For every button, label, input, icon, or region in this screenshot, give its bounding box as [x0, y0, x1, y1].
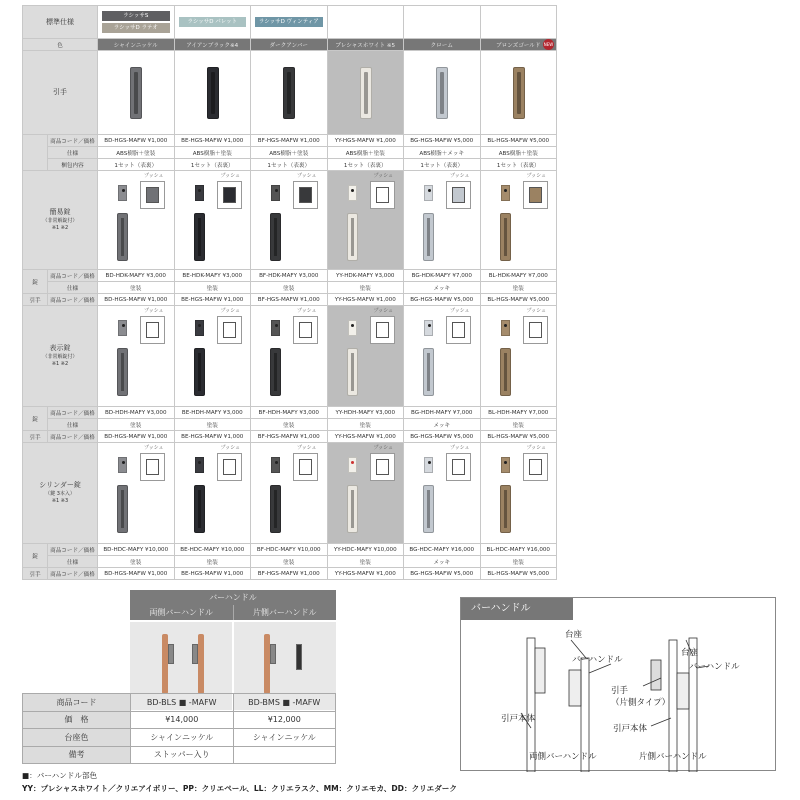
- spec-value: ABS樹脂＋塗装: [174, 147, 251, 159]
- push-button-image: [140, 453, 165, 481]
- spec-label: 標準仕様: [23, 6, 98, 39]
- code-price: BG-HGS-MAFW ¥5,000: [404, 568, 481, 580]
- spec-value: 塗装: [480, 419, 557, 431]
- code-price: BD-HGS-MAFW ¥1,000: [98, 431, 175, 443]
- pull-handle-image: [436, 67, 448, 119]
- lock-label: 錠: [23, 407, 48, 431]
- product-image-cell: [174, 306, 251, 407]
- push-label: プッシュ: [526, 173, 547, 179]
- push-button-image: [523, 453, 548, 481]
- spec-value: 塗装: [480, 556, 557, 568]
- push-button-image: [217, 181, 242, 209]
- color-name-text: プレシャスホワイト ※5: [335, 42, 396, 49]
- code-price: BL-HGS-MAFW ¥5,000: [480, 294, 557, 306]
- pull-handle-image: [130, 67, 142, 119]
- lock-plate-image: [195, 320, 204, 336]
- code-price: BE-HDH-MAFY ¥3,000: [174, 407, 251, 419]
- spec-value: 塗装: [327, 419, 404, 431]
- code-price: BE-HGS-MAFW ¥1,000: [174, 135, 251, 147]
- push-label: プッシュ: [144, 173, 164, 179]
- code-price: BF-HGS-MAFW ¥1,000: [251, 135, 328, 147]
- pull-handle-image: [194, 213, 205, 261]
- code-price: YY-HGS-MAFW ¥1,000: [327, 431, 404, 443]
- label-bar-1: バーハンドル: [572, 655, 623, 665]
- color-name: [327, 39, 404, 51]
- spec-value: 塗装: [98, 556, 175, 568]
- product-image-cell: [98, 171, 175, 270]
- push-label: プッシュ: [144, 445, 164, 451]
- pull-handle-image: [117, 485, 128, 533]
- push-button-image: [293, 316, 318, 344]
- spec-value: メッキ: [404, 556, 481, 568]
- color-name-text: ダークアンバー: [269, 42, 309, 49]
- pull-handle-image: [194, 485, 205, 533]
- code-price: BE-HGS-MAFW ¥1,000: [174, 431, 251, 443]
- code-price: BG-HDK-MAFY ¥7,000: [404, 270, 481, 282]
- code-price: BG-HGS-MAFW ¥5,000: [404, 431, 481, 443]
- code-price: BD-HGS-MAFW ¥1,000: [98, 294, 175, 306]
- section-sub: （鍵 3本入）: [45, 490, 75, 497]
- lock-plate-image: [271, 320, 280, 336]
- package-value: 1セット（表裏）: [480, 159, 557, 171]
- spec-value: 塗装: [251, 556, 328, 568]
- spec-value: ABS樹脂＋塗装: [327, 147, 404, 159]
- section-note: ※1 ※2: [51, 225, 69, 232]
- code-price: YY-HGS-MAFW ¥1,000: [327, 135, 404, 147]
- product-image-cell: [404, 171, 481, 270]
- notes: [22, 769, 457, 795]
- code-price: BL-HGS-MAFW ¥5,000: [480, 568, 557, 580]
- series-chip: ラシッサD パレット: [179, 17, 247, 27]
- series-chip: ラシッサS: [102, 11, 170, 21]
- push-button-image: [523, 181, 548, 209]
- color-name: [404, 39, 481, 51]
- product-image-cell: [98, 306, 175, 407]
- product-image-cell: [174, 51, 251, 135]
- spec-value: ABS樹脂＋メッキ: [404, 147, 481, 159]
- pull-handle-image: [270, 348, 281, 396]
- bar-spec-one: ¥12,000: [233, 711, 336, 729]
- code-price: BD-HGS-MAFW ¥1,000: [98, 568, 175, 580]
- code-price: BL-HGS-MAFW ¥5,000: [480, 431, 557, 443]
- section-title: [23, 443, 98, 544]
- package-value: 1セット（表裏）: [98, 159, 175, 171]
- pull-handle-image: [194, 348, 205, 396]
- push-label: プッシュ: [144, 308, 164, 314]
- new-badge: NEW: [543, 39, 554, 50]
- product-image-cell: [480, 306, 557, 407]
- product-image-cell: [98, 443, 175, 544]
- product-image-cell: [480, 443, 557, 544]
- bar-spec-one: BD-BMS ■ -MAFW: [233, 694, 336, 712]
- spec-value: 塗装: [251, 282, 328, 294]
- bar-spec-one: シャインニッケル: [233, 729, 336, 747]
- series-cell: [98, 6, 175, 39]
- row-label: 商品コード／価格: [48, 407, 98, 419]
- code-price: BE-HDC-MAFY ¥10,000: [174, 544, 251, 556]
- product-image-cell: [251, 306, 328, 407]
- row-label: 梱包内容: [48, 159, 98, 171]
- push-label: プッシュ: [297, 445, 317, 451]
- pull-handle-image: [500, 213, 511, 261]
- code-price: BE-HDK-MAFY ¥3,000: [174, 270, 251, 282]
- spec-value: 塗装: [327, 282, 404, 294]
- package-value: 1セット（表裏）: [174, 159, 251, 171]
- color-name: [174, 39, 251, 51]
- color-name-text: アイアンブラック※4: [186, 42, 239, 49]
- pull-handle-image: [283, 67, 295, 119]
- note-codes: YY：プレシャスホワイト／クリエアイボリー、PP：クリエペール、LL：クリエラスク、MM：クリエモカ、DD：クリエダーク: [22, 784, 457, 793]
- pull-handle-image: [360, 67, 372, 119]
- push-button-image: [446, 316, 471, 344]
- spec-value: 塗装: [174, 282, 251, 294]
- push-label: プッシュ: [220, 173, 241, 179]
- color-name: [251, 39, 328, 51]
- pull-handle-image: [347, 348, 358, 396]
- push-button-image: [446, 181, 471, 209]
- bar-spec-both: ストッパー入り: [131, 746, 234, 764]
- section-note: ※1 ※3: [51, 498, 69, 505]
- lock-plate-image: [195, 185, 204, 201]
- lock-plate-image: [424, 320, 433, 336]
- spec-value: 塗装: [251, 419, 328, 431]
- bar-handle-header: [130, 590, 336, 710]
- label-base-1: 台座: [565, 630, 583, 640]
- code-price: BF-HDK-MAFY ¥3,000: [251, 270, 328, 282]
- lock-plate-image: [348, 185, 357, 201]
- code-price: BF-HGS-MAFW ¥1,000: [251, 431, 328, 443]
- bar-spec-both: シャインニッケル: [131, 729, 234, 747]
- bar-spec-both: ¥14,000: [131, 711, 234, 729]
- product-image-cell: [404, 51, 481, 135]
- product-image-cell: [404, 443, 481, 544]
- series-cell: [174, 6, 251, 39]
- push-label: プッシュ: [297, 173, 317, 179]
- note-color: ■：バーハンドル部色: [22, 771, 98, 780]
- color-name: [98, 39, 175, 51]
- code-price: BG-HDC-MAFY ¥16,000: [404, 544, 481, 556]
- product-image-cell: [327, 443, 404, 544]
- lock-plate-image: [424, 185, 433, 201]
- code-price: BF-HGS-MAFW ¥1,000: [251, 568, 328, 580]
- product-image-cell: [98, 51, 175, 135]
- code-price: YY-HGS-MAFW ¥1,000: [327, 294, 404, 306]
- section-title-text: 表示錠: [49, 344, 71, 353]
- product-image-cell: [327, 171, 404, 270]
- package-value: 1セット（表裏）: [251, 159, 328, 171]
- lock-plate-image: [501, 185, 510, 201]
- pull-handle-image: [117, 348, 128, 396]
- push-button-image: [140, 316, 165, 344]
- lock-plate-image: [424, 457, 433, 473]
- push-label: プッシュ: [450, 308, 470, 314]
- push-button-image: [293, 453, 318, 481]
- spec-value: ABS樹脂＋塗装: [480, 147, 557, 159]
- product-image-cell: [404, 306, 481, 407]
- pull-handle-image: [423, 348, 434, 396]
- package-value: 1セット（表裏）: [327, 159, 404, 171]
- product-image-cell: [251, 443, 328, 544]
- section-title-text: シリンダー錠: [39, 481, 81, 490]
- label-door-1: 引戸本体: [501, 714, 536, 724]
- pull-handle-image: [500, 485, 511, 533]
- product-spec-table: [22, 5, 557, 580]
- package-value: 1セット（表裏）: [404, 159, 481, 171]
- bar-both-label: 両側バーハンドル: [130, 605, 233, 620]
- code-price: BF-HDH-MAFY ¥3,000: [251, 407, 328, 419]
- empty-cell: [327, 6, 404, 39]
- section-note: ※1 ※2: [51, 361, 69, 368]
- code-price: BG-HGS-MAFW ¥5,000: [404, 294, 481, 306]
- label-pull: 引手: [611, 686, 629, 696]
- code-price: BG-HDH-MAFY ¥7,000: [404, 407, 481, 419]
- label-bar-2: バーハンドル: [689, 662, 740, 672]
- row-label: 仕様: [48, 147, 98, 159]
- bar-one-label: 片側バーハンドル: [233, 605, 336, 620]
- bar-title: バーハンドル: [130, 590, 336, 605]
- color-name-text: シャインニッケル: [113, 42, 158, 49]
- label-pull-type: （片側タイプ）: [611, 698, 671, 708]
- label-base-2: 台座: [681, 648, 699, 658]
- lock-plate-image: [195, 457, 204, 473]
- spec-value: 塗装: [327, 556, 404, 568]
- color-name: [480, 39, 557, 51]
- bar-spec-label: 商品コード: [23, 694, 131, 712]
- push-button-image: [370, 181, 395, 209]
- push-button-image: [523, 316, 548, 344]
- row-label: 仕様: [48, 556, 98, 568]
- code-price: YY-HDH-MAFY ¥3,000: [327, 407, 404, 419]
- push-label: プッシュ: [450, 173, 470, 179]
- push-label: プッシュ: [297, 308, 317, 314]
- code-price: BL-HDH-MAFY ¥7,000: [480, 407, 557, 419]
- push-button-image: [217, 453, 242, 481]
- push-button-image: [370, 453, 395, 481]
- pull-handle-image: [500, 348, 511, 396]
- section-title: [23, 171, 98, 270]
- product-image-cell: [327, 51, 404, 135]
- lock-plate-image: [501, 320, 510, 336]
- row-label: 商品コード／価格: [48, 568, 98, 580]
- section-title: [23, 306, 98, 407]
- code-price: BF-HGS-MAFW ¥1,000: [251, 294, 328, 306]
- code-price: BL-HDK-MAFY ¥7,000: [480, 270, 557, 282]
- code-price: BL-HDC-MAFY ¥16,000: [480, 544, 557, 556]
- push-button-image: [293, 181, 318, 209]
- color-name-text: ブロンズゴールド: [496, 42, 541, 49]
- label-both: 両側バーハンドル: [529, 752, 597, 762]
- pull-handle-image: [270, 485, 281, 533]
- bar-spec-label: 備考: [23, 746, 131, 764]
- code-price: BE-HGS-MAFW ¥1,000: [174, 294, 251, 306]
- row-label: 商品コード／価格: [48, 544, 98, 556]
- spec-value: メッキ: [404, 419, 481, 431]
- bar-spec-label: 台座色: [23, 729, 131, 747]
- push-label: プッシュ: [220, 445, 241, 451]
- push-label: プッシュ: [526, 308, 547, 314]
- row-label: 商品コード／価格: [48, 294, 98, 306]
- spec-value: ABS樹脂＋塗装: [98, 147, 175, 159]
- lock-plate-image: [501, 457, 510, 473]
- push-button-image: [140, 181, 165, 209]
- code-price: YY-HDC-MAFY ¥10,000: [327, 544, 404, 556]
- push-label: プッシュ: [373, 445, 394, 451]
- section-title-text: 引手: [53, 88, 67, 97]
- bar-spec-one: [233, 746, 336, 764]
- push-button-image: [446, 453, 471, 481]
- label-one: 片側バーハンドル: [639, 752, 707, 762]
- empty-cell: [404, 6, 481, 39]
- pull-label: 引手: [23, 431, 48, 443]
- label-door-2: 引戸本体: [613, 724, 648, 734]
- product-image-cell: [251, 51, 328, 135]
- push-button-image: [370, 316, 395, 344]
- pull-label: 引手: [23, 568, 48, 580]
- pull-handle-image: [347, 213, 358, 261]
- lock-plate-image: [118, 185, 127, 201]
- row-label: 商品コード／価格: [48, 431, 98, 443]
- bar-handle-spec-table: [22, 693, 336, 764]
- pull-handle-image: [207, 67, 219, 119]
- section-sub: （非常解錠付）: [42, 353, 78, 360]
- diagram-title: バーハンドル: [461, 598, 573, 620]
- push-button-image: [217, 316, 242, 344]
- section-title-text: 簡易錠: [49, 208, 71, 217]
- product-image-cell: [480, 171, 557, 270]
- push-label: プッシュ: [373, 173, 394, 179]
- spec-value: メッキ: [404, 282, 481, 294]
- spec-value: 塗装: [174, 419, 251, 431]
- color-name-text: クローム: [430, 42, 453, 49]
- lock-plate-image: [118, 320, 127, 336]
- color-label: 色: [23, 39, 98, 51]
- spec-value: 塗装: [98, 282, 175, 294]
- product-image-cell: [174, 443, 251, 544]
- code-price: BD-HDH-MAFY ¥3,000: [98, 407, 175, 419]
- product-image-cell: [174, 171, 251, 270]
- section-title: [23, 51, 98, 135]
- code-price: BE-HGS-MAFW ¥1,000: [174, 568, 251, 580]
- empty-cell: [480, 6, 557, 39]
- row-label: 仕様: [48, 419, 98, 431]
- pull-handle-image: [270, 213, 281, 261]
- lock-plate-image: [271, 457, 280, 473]
- lock-plate-image: [348, 457, 357, 473]
- pull-handle-image: [423, 213, 434, 261]
- code-price: YY-HGS-MAFW ¥1,000: [327, 568, 404, 580]
- code-price: BD-HDK-MAFY ¥3,000: [98, 270, 175, 282]
- spec-value: 塗装: [98, 419, 175, 431]
- lock-plate-image: [271, 185, 280, 201]
- series-chip: ラシッサD ヴィンティア: [255, 17, 323, 27]
- push-label: プッシュ: [526, 445, 547, 451]
- push-label: プッシュ: [220, 308, 241, 314]
- push-label: プッシュ: [373, 308, 394, 314]
- code-price: BD-HGS-MAFW ¥1,000: [98, 135, 175, 147]
- series-chip: ラシッサD ラテオ: [102, 23, 170, 33]
- spec-value: 塗装: [480, 282, 557, 294]
- pull-label: 引手: [23, 294, 48, 306]
- section-sub: （非常解錠付）: [42, 217, 78, 224]
- product-image-cell: [251, 171, 328, 270]
- row-label: 商品コード／価格: [48, 135, 98, 147]
- series-cell: [251, 6, 328, 39]
- lock-plate-image: [348, 320, 357, 336]
- code-price: BF-HDC-MAFY ¥10,000: [251, 544, 328, 556]
- bar-spec-both: BD-BLS ■ -MAFW: [131, 694, 234, 712]
- pull-handle-image: [423, 485, 434, 533]
- row-label: 仕様: [48, 282, 98, 294]
- code-price: BL-HGS-MAFW ¥5,000: [480, 135, 557, 147]
- product-image-cell: [480, 51, 557, 135]
- spec-value: ABS樹脂＋塗装: [251, 147, 328, 159]
- bar-spec-label: 価 格: [23, 711, 131, 729]
- blank-label: [23, 135, 48, 171]
- lock-label: 錠: [23, 270, 48, 294]
- code-price: BG-HGS-MAFW ¥5,000: [404, 135, 481, 147]
- lock-label: 錠: [23, 544, 48, 568]
- push-label: プッシュ: [450, 445, 470, 451]
- pull-handle-image: [347, 485, 358, 533]
- code-price: BD-HDC-MAFY ¥10,000: [98, 544, 175, 556]
- spec-value: 塗装: [174, 556, 251, 568]
- pull-handle-image: [117, 213, 128, 261]
- bar-handle-diagram: [460, 597, 776, 771]
- row-label: 商品コード／価格: [48, 270, 98, 282]
- code-price: YY-HDK-MAFY ¥3,000: [327, 270, 404, 282]
- pull-handle-image: [513, 67, 525, 119]
- product-image-cell: [327, 306, 404, 407]
- lock-plate-image: [118, 457, 127, 473]
